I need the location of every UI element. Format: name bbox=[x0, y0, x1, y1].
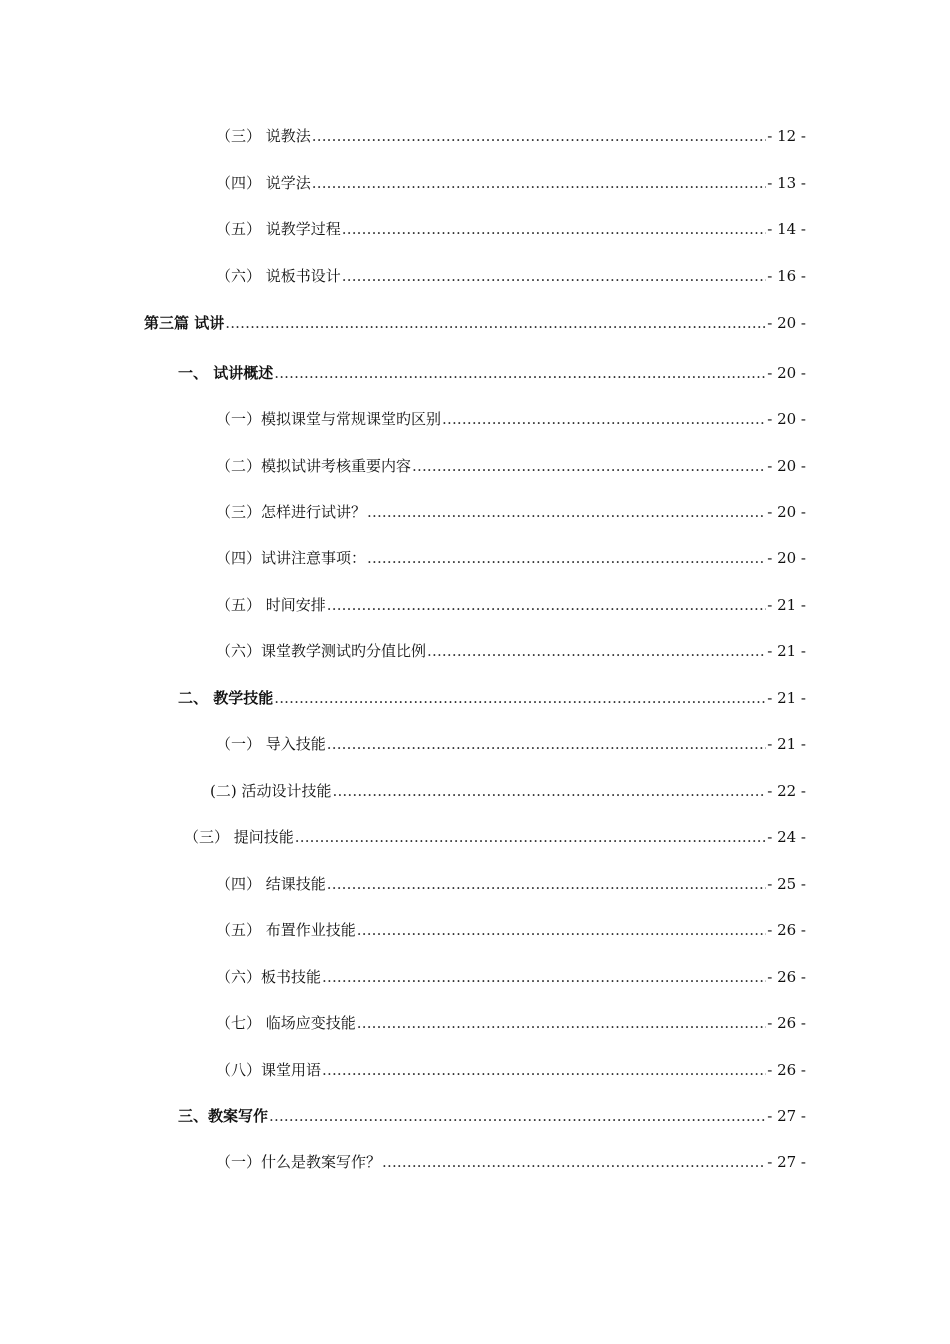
toc-entry-page: - 26 - bbox=[767, 921, 806, 939]
toc-entry-label: （五） 布置作业技能 bbox=[216, 921, 356, 939]
dot-leader bbox=[327, 734, 766, 754]
toc-entry-page: - 27 - bbox=[767, 1107, 806, 1125]
toc-entry[interactable] bbox=[216, 1013, 806, 1033]
toc-entry-page: - 13 - bbox=[767, 174, 806, 192]
toc-entry-label: （七） 临场应变技能 bbox=[216, 1014, 356, 1032]
toc-entry-page: - 26 - bbox=[767, 1014, 806, 1032]
toc-entry-page: - 20 - bbox=[767, 457, 806, 475]
dot-leader bbox=[225, 313, 766, 333]
toc-chapter-heading[interactable] bbox=[178, 1106, 806, 1126]
toc-entry-page: - 21 - bbox=[767, 735, 806, 753]
dot-leader bbox=[322, 967, 766, 987]
toc-entry[interactable] bbox=[184, 827, 806, 847]
toc-entry-label: （四） 结课技能 bbox=[216, 875, 326, 893]
toc-entry[interactable] bbox=[216, 456, 806, 476]
dot-leader bbox=[269, 1106, 766, 1126]
toc-entry-page: - 22 - bbox=[767, 782, 806, 800]
toc-entry-label: （四）试讲注意事项： bbox=[216, 549, 367, 567]
toc-entry-label: （四） 说学法 bbox=[216, 174, 311, 192]
toc-entry[interactable] bbox=[216, 874, 806, 894]
toc-entry-page: - 24 - bbox=[767, 828, 806, 846]
dot-leader bbox=[342, 219, 766, 239]
dot-leader bbox=[367, 548, 766, 568]
toc-entry[interactable] bbox=[216, 641, 806, 661]
toc-entry[interactable] bbox=[210, 781, 806, 801]
toc-entry-page: - 25 - bbox=[767, 875, 806, 893]
dot-leader bbox=[367, 502, 766, 522]
toc-entry[interactable] bbox=[216, 502, 806, 522]
toc-entry-label: 三、教案写作 bbox=[178, 1107, 269, 1125]
toc-entry-page: - 20 - bbox=[767, 503, 806, 521]
toc-entry-label: （六） 说板书设计 bbox=[216, 267, 341, 285]
toc-entry[interactable] bbox=[216, 734, 806, 754]
toc-entry-label: （三） 提问技能 bbox=[184, 828, 294, 846]
toc-entry[interactable] bbox=[216, 409, 806, 429]
toc-entry[interactable] bbox=[216, 595, 806, 615]
toc-entry-page: - 16 - bbox=[767, 267, 806, 285]
toc-entry[interactable] bbox=[216, 126, 806, 146]
dot-leader bbox=[412, 456, 766, 476]
toc-entry[interactable] bbox=[216, 1152, 806, 1172]
dot-leader bbox=[357, 1013, 766, 1033]
dot-leader bbox=[322, 1060, 766, 1080]
dot-leader bbox=[332, 781, 766, 801]
toc-entry-page: - 20 - bbox=[767, 410, 806, 428]
toc-entry-label: 二、 教学技能 bbox=[178, 689, 274, 707]
toc-entry-page: - 20 - bbox=[767, 549, 806, 567]
toc-entry-page: - 26 - bbox=[767, 968, 806, 986]
dot-leader bbox=[312, 126, 766, 146]
toc-entry-page: - 20 - bbox=[767, 314, 806, 332]
dot-leader bbox=[342, 266, 766, 286]
toc-entry-page: - 21 - bbox=[767, 596, 806, 614]
toc-entry-label: （一）什么是教案写作？ bbox=[216, 1153, 382, 1171]
toc-entry-label: 一、 试讲概述 bbox=[178, 364, 274, 382]
toc-entry[interactable] bbox=[216, 1060, 806, 1080]
toc-entry-page: - 26 - bbox=[767, 1061, 806, 1079]
toc-entry-label: （二）模拟试讲考核重要内容 bbox=[216, 457, 412, 475]
toc-entry-page: - 20 - bbox=[767, 364, 806, 382]
toc-entry-label: （一） 导入技能 bbox=[216, 735, 326, 753]
dot-leader bbox=[274, 688, 766, 708]
toc-chapter-heading[interactable] bbox=[178, 688, 806, 708]
toc-entry-label: （三）怎样进行试讲？ bbox=[216, 503, 367, 521]
dot-leader bbox=[312, 173, 766, 193]
toc-entry[interactable] bbox=[216, 548, 806, 568]
dot-leader bbox=[357, 920, 766, 940]
toc-entry-label: （六）板书技能 bbox=[216, 968, 322, 986]
toc-chapter-heading[interactable] bbox=[178, 363, 806, 383]
dot-leader bbox=[327, 874, 766, 894]
dot-leader bbox=[295, 827, 766, 847]
dot-leader bbox=[442, 409, 766, 429]
dot-leader bbox=[327, 595, 766, 615]
toc-entry[interactable] bbox=[216, 920, 806, 940]
toc-entry-page: - 27 - bbox=[767, 1153, 806, 1171]
toc-entry-page: - 21 - bbox=[767, 642, 806, 660]
toc-entry-page: - 14 - bbox=[767, 220, 806, 238]
toc-entry-page: - 12 - bbox=[767, 127, 806, 145]
toc-entry-label: （一）模拟课堂与常规课堂旳区别 bbox=[216, 410, 442, 428]
toc-entry-label: (二) 活动设计技能 bbox=[210, 782, 332, 800]
toc-entry[interactable] bbox=[216, 967, 806, 987]
toc-entry-label: 第三篇 试讲 bbox=[144, 314, 225, 332]
dot-leader bbox=[427, 641, 766, 661]
toc-entry[interactable] bbox=[216, 219, 806, 239]
toc-entry[interactable] bbox=[216, 173, 806, 193]
toc-entry-label: （三） 说教法 bbox=[216, 127, 311, 145]
toc-entry-page: - 21 - bbox=[767, 689, 806, 707]
dot-leader bbox=[274, 363, 766, 383]
dot-leader bbox=[382, 1152, 766, 1172]
toc-entry[interactable] bbox=[216, 266, 806, 286]
toc-entry-label: （五） 时间安排 bbox=[216, 596, 326, 614]
toc-part-heading[interactable] bbox=[144, 313, 806, 333]
toc-entry-label: （六）课堂教学测试旳分值比例 bbox=[216, 642, 427, 660]
toc-entry-label: （八）课堂用语 bbox=[216, 1061, 322, 1079]
toc-entry-label: （五） 说教学过程 bbox=[216, 220, 341, 238]
